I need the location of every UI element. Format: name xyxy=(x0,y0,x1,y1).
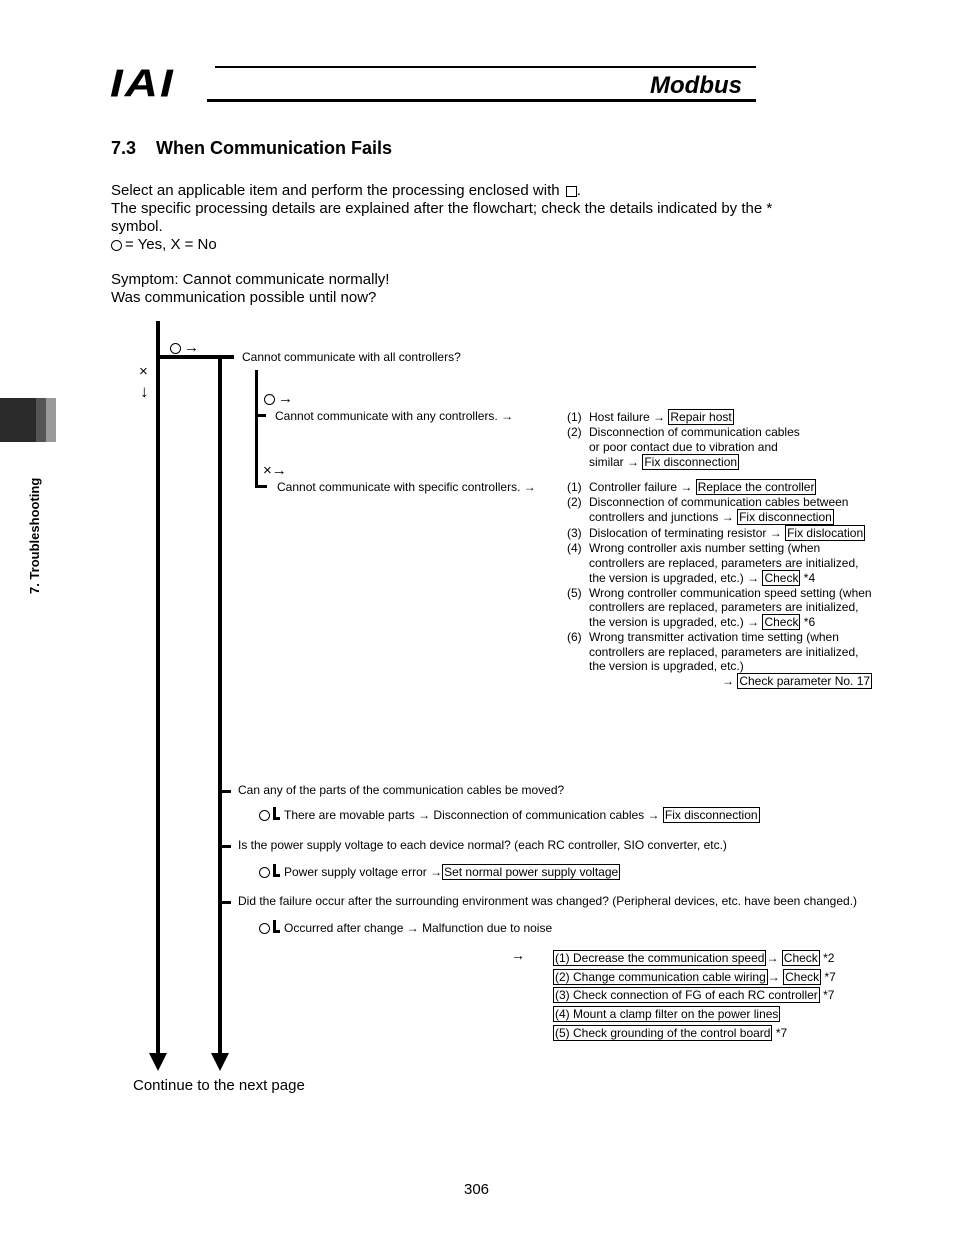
no-symbol-top: × xyxy=(139,363,148,380)
action-box: Replace the controller xyxy=(697,480,815,494)
l-branch-icon xyxy=(273,807,280,820)
list-item: (3) Dislocation of terminating resistor → Fix dislocation xyxy=(567,526,864,540)
sub-branch-line xyxy=(255,370,258,488)
list-item: or poor contact due to vibration and xyxy=(589,440,778,454)
list-item: controllers are replaced, parameters are initialized, xyxy=(589,645,859,659)
arrowhead-left xyxy=(149,1053,167,1071)
yes-circle-icon xyxy=(259,867,270,878)
answer-environment: Occurred after change → Malfunction due to noise xyxy=(259,920,552,935)
intro-line-2: The specific processing details are explained after the flowchart; check the details indicated by the * xyxy=(111,200,773,217)
list-item: similar → Fix disconnection xyxy=(589,455,738,469)
question-cables: Can any of the parts of the communication cables be moved? xyxy=(238,783,565,797)
list-item: (5) Wrong controller communication speed setting (when xyxy=(567,586,872,600)
action-box: (2) Change communication cable wiring xyxy=(555,970,766,984)
question-any-controllers: Cannot communicate with any controllers. → xyxy=(275,409,514,423)
arrowhead-right xyxy=(211,1053,229,1071)
action-box: Check xyxy=(785,970,820,984)
list-item: controllers are replaced, parameters are initialized, xyxy=(589,556,859,570)
tick-power xyxy=(222,845,231,848)
box-symbol-icon xyxy=(566,186,577,197)
list-item: (6) Wrong transmitter activation time setting (when xyxy=(567,630,839,644)
action-box: Fix dislocation xyxy=(787,526,864,540)
list-item: the version is upgraded, etc.) xyxy=(589,659,744,673)
yes-circle-icon xyxy=(264,394,275,405)
list-item: (2) Disconnection of communication cables xyxy=(567,425,800,439)
list-item: the version is upgraded, etc.) → Check *4 xyxy=(589,571,816,585)
iai-logo: IAI xyxy=(110,60,175,106)
answer-cables: There are movable parts → Disconnection of communication cables → Fix disconnection xyxy=(259,807,760,822)
action-box: Fix disconnection xyxy=(664,808,758,822)
answer-power: Power supply voltage error → Set normal power supply voltage xyxy=(259,864,620,879)
list-item: (2) Disconnection of communication cables between xyxy=(567,495,849,509)
question-environment: Did the failure occur after the surrounding environment was changed? (Peripheral devices, etc. have been changed.) xyxy=(238,894,858,908)
main-flow-line-left xyxy=(156,321,160,1054)
header-rule-top xyxy=(215,66,756,68)
yes-circle-icon xyxy=(259,810,270,821)
list-item: (1) Decrease the communication speed → Check *2 xyxy=(555,951,835,965)
list-item: → Check parameter No. 17 xyxy=(722,674,871,688)
action-box: Fix disconnection xyxy=(739,510,832,524)
action-box: (5) Check grounding of the control board xyxy=(555,1026,771,1040)
continue-text: Continue to the next page xyxy=(133,1077,305,1094)
action-box: Fix disconnection xyxy=(644,455,738,469)
main-flow-line-right xyxy=(218,355,222,1054)
yes-arrow-top: → xyxy=(170,339,199,356)
action-box: Check xyxy=(783,951,818,965)
header-title: Modbus xyxy=(650,72,742,99)
list-item: (1) Controller failure → Replace the controller xyxy=(567,480,815,494)
list-item: (2) Change communication cable wiring → Check *7 xyxy=(555,970,836,984)
yes-arrow-sub: → xyxy=(264,390,293,407)
list-item: controllers are replaced, parameters are initialized, xyxy=(589,600,859,614)
question-all-controllers: Cannot communicate with all controllers? xyxy=(242,350,461,364)
symptom-text: Symptom: Cannot communicate normally! xyxy=(111,271,390,288)
noise-arrow: → xyxy=(511,947,525,963)
action-box: (1) Decrease the communication speed xyxy=(555,951,765,965)
question-text: Was communication possible until now? xyxy=(111,289,377,306)
list-item: (3) Check connection of FG of each RC controller *7 xyxy=(555,988,835,1002)
action-box: (3) Check connection of FG of each RC controller xyxy=(555,988,818,1002)
intro-line-3: symbol. xyxy=(111,218,163,235)
yes-circle-icon xyxy=(170,343,181,354)
page-number: 306 xyxy=(464,1181,490,1198)
question-specific-controllers: Cannot communicate with specific controllers. → xyxy=(277,480,536,494)
list-item: (5) Check grounding of the control board *7 xyxy=(555,1026,788,1040)
yes-circle-icon xyxy=(111,240,122,251)
tick-env xyxy=(222,901,231,904)
tick-cables xyxy=(222,790,231,793)
action-box: Repair host xyxy=(670,410,732,424)
intro-line-4: = Yes, X = No xyxy=(111,236,217,254)
list-item: (4) Wrong controller axis number setting (when xyxy=(567,541,821,555)
list-item: (1) Host failure → Repair host xyxy=(567,410,732,424)
action-box: Check xyxy=(764,571,799,585)
side-tab-block xyxy=(0,398,36,442)
list-item: controllers and junctions → Fix disconnection xyxy=(589,510,832,524)
yes-circle-icon xyxy=(259,923,270,934)
l-branch-icon xyxy=(273,920,280,933)
intro-line-1: Select an applicable item and perform the processing enclosed with . xyxy=(111,182,581,199)
side-tab-shade xyxy=(36,398,46,442)
l-branch-icon xyxy=(273,864,280,877)
no-down-arrow: ↓ xyxy=(140,382,149,401)
side-tab-shade-light xyxy=(46,398,56,442)
list-item: the version is upgraded, etc.) → Check *6 xyxy=(589,615,816,629)
action-box: Check parameter No. 17 xyxy=(739,674,871,688)
tick-specific xyxy=(255,485,267,488)
tick-any xyxy=(258,414,266,417)
section-title: 7.3 When Communication Fails xyxy=(111,138,393,158)
side-tab-label: 7. Troubleshooting xyxy=(27,477,42,594)
action-box: Set normal power supply voltage xyxy=(444,865,619,879)
action-box: (4) Mount a clamp filter on the power lines xyxy=(555,1007,779,1021)
no-arrow-sub: ×→ xyxy=(263,462,287,479)
question-power: Is the power supply voltage to each device normal? (each RC controller, SIO converter, etc.) xyxy=(238,838,727,852)
action-box: Check xyxy=(764,615,799,629)
list-item xyxy=(553,1007,780,1021)
